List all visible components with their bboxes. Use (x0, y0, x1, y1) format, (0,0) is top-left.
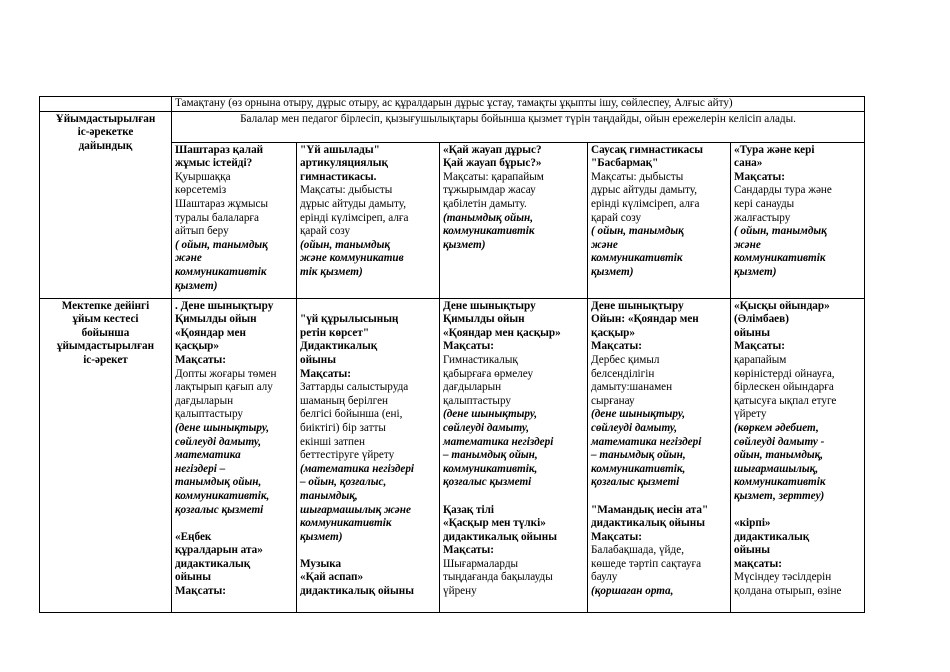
activity-text-line: (Әлімбаев) (734, 313, 789, 326)
activity-text-line: (танымдық ойын, (443, 211, 534, 224)
activity-text-line: Дербес қимыл (591, 353, 660, 366)
blank-line (734, 504, 861, 518)
activity-text-line: Мақсаты: (443, 340, 494, 353)
prep-summary-row (40, 111, 865, 142)
activity-text-line: шаманың берілген (300, 394, 389, 407)
organized-activities-row (40, 298, 865, 612)
activity-text-line: Мақсаты: (591, 340, 642, 353)
activity-text-line: "Үй ашылады" (300, 143, 380, 156)
activity-text-line: «кірпі» (734, 517, 771, 530)
activity-text-line: дидактикалық ойыны (443, 530, 557, 543)
activity-text-line: ойыны (175, 571, 211, 584)
activity-text-line: қызмет) (443, 238, 486, 251)
activity-text-line: Ойын: «Қояндар мен (591, 313, 699, 326)
activity-text-line: дамыту:шанамен (591, 381, 673, 394)
activity-text-line: тік қызмет) (300, 265, 363, 278)
activity-text-line: қарапайым (734, 353, 787, 366)
activity-text-line: негіздері – (175, 462, 226, 475)
activity-text-line: коммуникативтік (734, 252, 826, 265)
activity-text-line: Қимылды ойын (175, 313, 257, 326)
activity-text-line: коммуникативтік, (443, 462, 538, 475)
activity-text-line: ретін көрсет" (300, 326, 370, 339)
activity-text-line: көрсетеміз (175, 184, 227, 197)
activity-text-line: шығармашылық және (300, 503, 411, 516)
activity-text-line: танымдық ойын, (175, 476, 262, 489)
prep-cell (440, 142, 588, 298)
activity-text-line: ерінді күлімсіреп, алға (300, 211, 409, 224)
activity-text-line: үйрену (443, 585, 477, 598)
activity-text-line: баулу (591, 571, 618, 584)
activity-text-line: сөйлеуді дамыту, (175, 435, 262, 448)
activity-text-line: (қоршаған орта, (591, 585, 674, 598)
meals-cell: Тамақтану (өз орнына отыру, дұрыс отыру, ас құралдарын дұрыс ұстау, тамақты ұқыпты ішу, сөйлеспеу, Алғыс айту) (172, 97, 865, 112)
activity-text-line: тұжырымдар жасау (443, 184, 536, 197)
organized-label-line: іс-әрекет (83, 353, 128, 366)
activity-text-line: Мақсаты: (734, 340, 785, 353)
activity-text-line: Мақсаты: (175, 353, 226, 366)
blank-line (591, 490, 727, 504)
activity-text-line: Мақсаты: (591, 530, 642, 543)
activity-text-line: (дене шынықтыру, (175, 421, 270, 434)
activity-text-line: «Қысқы ойындар» (734, 299, 830, 312)
organized-label-line: Мектепке дейінгі (61, 299, 150, 312)
daily-plan-table (39, 96, 865, 613)
activity-text-line: қозғалыс қызметі (175, 503, 264, 516)
activity-text-line: мақсаты: (734, 557, 782, 570)
activity-text-line: Мақсаты: (734, 170, 785, 183)
organized-label-line: ұйым кестесі (72, 313, 139, 326)
activity-text-line: Мақсаты: (443, 544, 494, 557)
activity-text-line: ойыны (300, 353, 336, 366)
activity-text-line: қызмет, зерттеу) (734, 489, 825, 502)
organized-label-line: ұйымдастырылған (56, 340, 155, 353)
organized-cell (440, 298, 588, 612)
activity-text-line: . Дене шынықтыру (175, 299, 274, 312)
activity-text-line: дидактикалық ойыны (591, 517, 705, 530)
activity-text-line: сөйлеуді дамыту - (734, 435, 825, 448)
organized-cell (588, 298, 731, 612)
activity-text-line: Дене шынықтыру (443, 299, 536, 312)
activity-text-line: «Қай жауап дұрыс? (443, 143, 542, 156)
prep-label-line: Ұйымдастырылған (55, 112, 156, 125)
activity-text-line: «Қай аспап» (300, 571, 364, 584)
activity-text-line: – танымдық ойын, (591, 449, 686, 462)
activity-text-line: және (175, 252, 202, 265)
activity-text-line: коммуникативтік (443, 225, 535, 238)
activity-text-line: дидактикалық (734, 530, 810, 543)
activity-text-line: қалыптастыру (443, 394, 511, 407)
blank-line (300, 300, 436, 314)
activity-text-line: (математика негіздері (300, 462, 415, 475)
activity-text-line: гимнастикасы. (300, 170, 377, 183)
activity-text-line: Мақсаты: дыбысты (591, 170, 684, 183)
activity-text-line: Музыка (300, 557, 342, 570)
activity-text-line: көріністерді ойнауға, (734, 367, 835, 380)
activity-text-line: "Басбармақ" (591, 157, 659, 170)
activity-text-line: Мақсаты: (300, 367, 351, 380)
activity-text-line: Саусақ гимнастикасы (591, 143, 703, 156)
activity-text-line: ойыны (734, 544, 770, 557)
activity-text-line: қалыптастыру (175, 408, 243, 421)
activity-text-line: Шаштараз қалай (175, 143, 264, 156)
activity-text-line: коммуникативтік (300, 517, 392, 530)
activity-text-line: дидактикалық (175, 557, 251, 570)
blank-line (443, 490, 584, 504)
activity-text-line: Шаштараз жұмысы (175, 197, 269, 210)
activity-text-line: танымдық, (300, 489, 358, 502)
prep-cell (588, 142, 731, 298)
organized-cell (297, 298, 440, 612)
activity-text-line: дидактикалық ойыны (300, 585, 414, 598)
activity-text-line: көшеде тәртіп сақтауға (591, 557, 702, 570)
activity-text-line: «Қасқыр мен түлкі» (443, 517, 546, 530)
activity-text-line: қарай созу (300, 225, 351, 238)
activity-text-line: жұмыс істейді? (175, 157, 253, 170)
activity-text-line: «Тура және кері (734, 143, 815, 156)
prep-label-line: іс-әрекетке (77, 126, 134, 139)
activity-text-line: айтып беру (175, 225, 229, 238)
activity-text-line: (ойын, танымдық (300, 238, 391, 251)
activity-text-line: – танымдық ойын, (443, 449, 538, 462)
activity-text-line: Қимылды ойын (443, 313, 525, 326)
activity-text-line: қарай созу (591, 211, 642, 224)
activity-text-line: коммуникативтік, (175, 489, 270, 502)
activity-text-line: "үй құрылысының (300, 313, 399, 326)
activity-text-line: (көркем әдебиет, (734, 421, 819, 434)
activity-text-line: сана» (734, 157, 763, 170)
activity-text-line: математика негіздері (443, 435, 554, 448)
activity-text-line: ( ойын, танымдық (734, 225, 827, 238)
organized-cell (172, 298, 297, 612)
activity-text-line: шығармашылық, (734, 462, 819, 475)
activity-text-line: «Еңбек (175, 530, 212, 543)
organized-cell (731, 298, 865, 612)
blank-line (175, 517, 293, 531)
activity-text-line: «Қояндар мен (175, 326, 246, 339)
activity-text-line: қызмет) (734, 265, 777, 278)
activity-text-line: ойыны (734, 326, 770, 339)
prep-cell (172, 142, 297, 298)
activity-text-line: ойын, танымдық, (734, 449, 824, 462)
activity-text-line: сөйлеуді дамыту, (591, 421, 678, 434)
prep-cell (297, 142, 440, 298)
activity-text-line: қызмет) (300, 530, 343, 543)
activity-text-line: және (591, 238, 618, 251)
activity-text-line: сырғанау (591, 394, 635, 407)
blank-line (300, 544, 436, 558)
prep-cell (731, 142, 865, 298)
activity-text-line: қатысуға ықпал етуге (734, 394, 837, 407)
activity-text-line: дұрыс айтуды дамыту, (591, 184, 698, 197)
activity-text-line: қолдана отырып, өзіне (734, 585, 842, 598)
activity-text-line: лақтырып қағып алу (175, 381, 273, 394)
activity-text-line: коммуникативтік (175, 265, 267, 278)
activity-text-line: коммуникативтік (591, 252, 683, 265)
organized-label (40, 298, 172, 612)
activity-text-line: «Қояндар мен қасқыр» (443, 326, 561, 339)
activity-text-line: ( ойын, танымдық (591, 225, 684, 238)
activity-text-line: – ойын, қозғалыс, (300, 476, 387, 489)
empty-label-cell (40, 97, 172, 112)
activity-text-line: қозғалыс қызметі (443, 476, 532, 489)
activity-text-line: Мақсаты: (175, 585, 226, 598)
activity-text-line: (дене шынықтыру, (591, 408, 686, 421)
activity-text-line: беттестіруге үйрету (300, 449, 395, 462)
activity-text-line: қабырғаға өрмелеу (443, 367, 534, 380)
activity-text-line: Дидактикалық (300, 340, 378, 353)
activity-text-line: қасқыр» (175, 340, 220, 353)
activity-text-line: және (734, 238, 761, 251)
prep-label (40, 111, 172, 298)
activity-text-line: коммуникативтік, (591, 462, 686, 475)
activity-text-line: Мүсіндеу тәсілдерін (734, 571, 832, 584)
activity-text-line: Қазақ тілі (443, 503, 495, 516)
activity-text-line: құралдарын ата» (175, 544, 263, 557)
activity-text-line: белгісі бойынша (ені, (300, 408, 403, 421)
activity-text-line: екінші затпен (300, 435, 365, 448)
activity-text-line: Мақсаты: дыбысты (300, 184, 393, 197)
prep-summary-cell: Балалар мен педагог бірлесіп, қызығушылықтары бойынша қызмет түрін таңдайды, ойын ережелерін келісіп алады. (172, 111, 865, 142)
activity-text-line: Балабақшада, үйде, (591, 544, 684, 557)
activity-text-line: Допты жоғары төмен (175, 367, 277, 380)
activity-text-line: кері санауды (734, 197, 795, 210)
activity-text-line: Мақсаты: қарапайым (443, 170, 544, 183)
activity-text-line: Сандарды тура және (734, 184, 832, 197)
activity-text-line: қызмет) (175, 279, 218, 292)
activity-text-line: ( ойын, танымдық (175, 238, 268, 251)
activity-text-line: қасқыр» (591, 326, 636, 339)
activity-text-line: белсенділігін (591, 367, 655, 380)
activity-text-line: Гимнастикалық (443, 353, 518, 366)
activity-text-line: коммуникативтік (734, 476, 826, 489)
activity-text-line: және коммуникатив (300, 252, 404, 265)
activity-text-line: қозғалыс қызметі (591, 476, 680, 489)
activity-text-line: бірлескен ойындарға (734, 381, 834, 394)
activity-text-line: дағдыларын (175, 394, 234, 407)
meals-row (40, 97, 865, 112)
activity-text-line: математика (175, 449, 241, 462)
activity-text-line: тыңдағанда бақылауды (443, 571, 553, 584)
prep-label-line: дайындық (78, 139, 133, 152)
activity-text-line: Шығармаларды (443, 557, 519, 570)
activity-text-line: Дене шынықтыру (591, 299, 684, 312)
activity-text-line: үйрету (734, 408, 767, 421)
activity-text-line: математика негіздері (591, 435, 702, 448)
activity-text-line: қабілетін дамыту. (443, 197, 527, 210)
activity-text-line: қызмет) (591, 265, 634, 278)
activity-text-line: ерінді күлімсіреп, алға (591, 197, 700, 210)
activity-text-line: артикуляциялық (300, 157, 388, 170)
activity-text-line: Қуыршаққа (175, 170, 231, 183)
activity-text-line: "Мамандық иесін ата" (591, 503, 709, 516)
activity-text-line: дағдыларын (443, 381, 502, 394)
activity-text-line: (дене шынықтыру, (443, 408, 538, 421)
organized-label-line: бойынша (81, 326, 130, 339)
activity-text-line: Қай жауап бұрыс?» (443, 157, 542, 170)
activity-text-line: дұрыс айтуды дамыту, (300, 197, 407, 210)
activity-text-line: биіктігі) бір затты (300, 421, 386, 434)
activity-text-line: жалғастыру (734, 211, 791, 224)
activity-text-line: Заттарды салыстыруда (300, 381, 409, 394)
activity-text-line: сөйлеуді дамыту, (443, 421, 530, 434)
activity-text-line: туралы балаларға (175, 211, 259, 224)
